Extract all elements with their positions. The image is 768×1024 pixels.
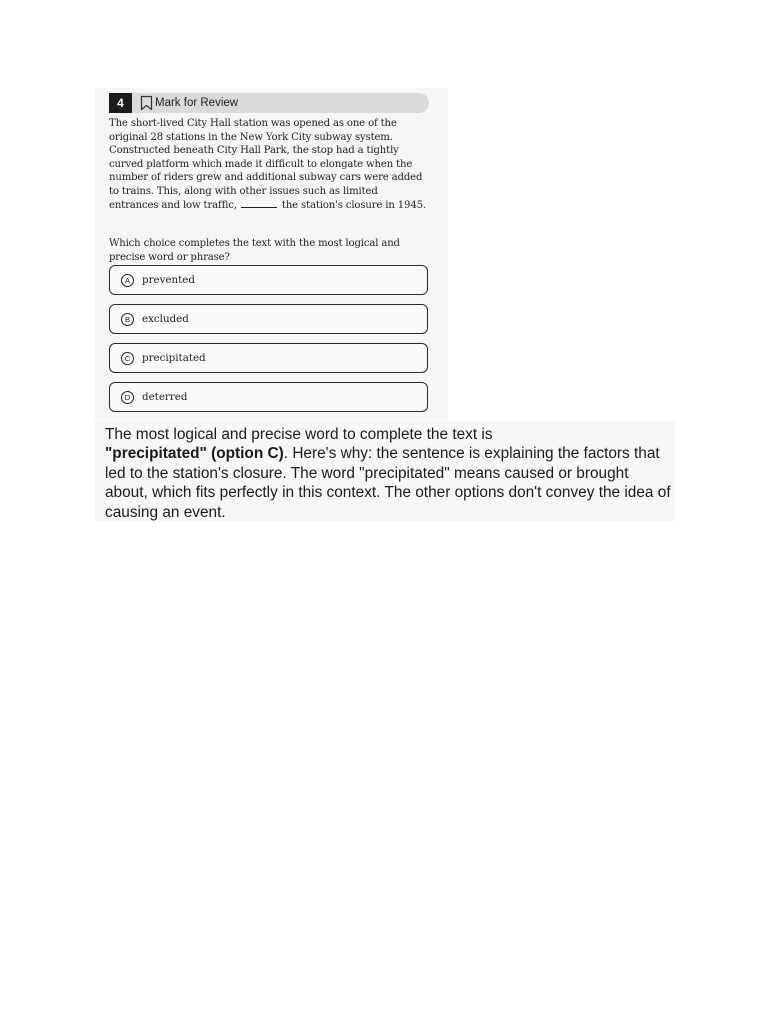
choice-text-a: prevented	[142, 274, 195, 286]
passage-blank	[241, 198, 277, 208]
choice-c[interactable]	[109, 343, 428, 373]
question-passage	[109, 117, 429, 213]
passage-text: The short-lived City Hall station was opened as one of the original 28 stations in the New York City subway system. Constructed beneath City Hall Park, the stop had a tightly curved platform which made it difficult to elongate when the number of riders grew and additional subway cars were added to trains. This, along with other issues such as limited entrances and low traffic,	[109, 118, 423, 211]
answer-highlight: "precipitated" (option C)	[105, 445, 284, 463]
answer-panel	[95, 421, 675, 521]
answer-reasoning: . Here's why: the sentence is explaining the factors that led to the station's closure. The word "precipitated" means caused or brought about, which fits perfectly in this context. The other options don't convey the idea of causing an event.	[105, 445, 671, 521]
choice-text-d: deterred	[142, 391, 188, 403]
choice-b[interactable]	[109, 304, 428, 334]
answer-explanation	[105, 425, 671, 522]
choice-d[interactable]	[109, 382, 428, 412]
question-number: 4	[109, 93, 132, 113]
answer-intro: The most logical and precise word to complete the text is	[105, 426, 493, 443]
question-prompt: Which choice completes the text with the most logical and precise word or phrase?	[109, 238, 400, 263]
choice-letter-b: B	[121, 313, 134, 326]
question-header	[109, 93, 429, 113]
choice-a[interactable]	[109, 265, 428, 295]
question-panel	[95, 88, 448, 420]
choice-text-c: precipitated	[142, 352, 206, 364]
choice-letter-a: A	[121, 274, 134, 287]
bookmark-icon[interactable]	[140, 95, 153, 111]
choice-letter-d: D	[121, 391, 134, 404]
passage-text-end: the station's closure in 1945.	[281, 200, 426, 211]
choice-text-b: excluded	[142, 313, 189, 325]
mark-for-review-button[interactable]: Mark for Review	[155, 97, 239, 109]
choice-letter-c: C	[121, 352, 134, 365]
